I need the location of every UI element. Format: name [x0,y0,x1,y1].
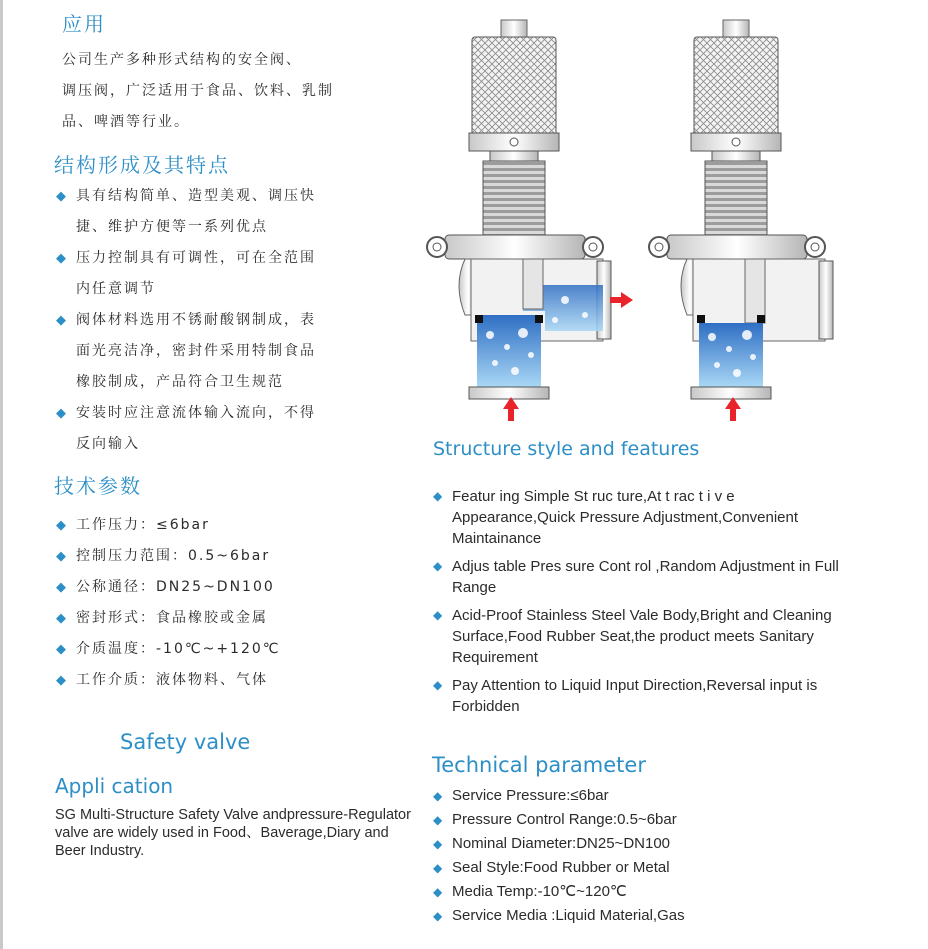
diamond-bullet-icon: ◆ [433,885,443,899]
zh-feature-text: 压力控制具有可调性，可在全范围 内任意调节 [76,250,316,297]
zh-application-text [62,45,334,138]
zh-param-text: 公称通径：DN25~DN100 [76,579,275,595]
diamond-bullet-icon: ◆ [433,678,443,692]
valve-closed-drawing [649,20,833,421]
red-arrow-icon [503,397,519,421]
diamond-bullet-icon: ◆ [433,813,443,827]
zh-feature-item [56,243,376,305]
zh-param-item [56,603,281,634]
en-features-title: Structure style and features [433,438,700,460]
diamond-bullet-icon: ◆ [56,549,68,564]
diamond-bullet-icon: ◆ [433,861,443,875]
page-edge-rule [0,0,3,949]
zh-param-item [56,572,281,603]
en-feature-text: Featur ing Simple St ruc ture,At t rac t i v e Appearance,Quick Pressure Adjustment,Convenient Maintainance [452,488,799,547]
diamond-bullet-icon: ◆ [56,251,68,266]
zh-application-line: 公司生产多种形式结构的安全阀、 [62,52,302,68]
diamond-bullet-icon: ◆ [433,837,443,851]
en-param-text: Pressure Control Range:0.5~6bar [452,811,677,828]
en-param-text: Media Temp:-10℃~120℃ [452,883,627,900]
en-feature-item [433,556,852,598]
en-feature-item [433,486,852,549]
zh-feature-item [56,181,376,243]
zh-param-item [56,541,281,572]
en-features-list [433,486,852,724]
en-param-text: Service Pressure:≤6bar [452,787,609,804]
en-params-title: Technical parameter [432,753,646,777]
en-param-item [433,880,685,904]
diamond-bullet-icon: ◆ [56,673,68,688]
en-param-item [433,904,685,928]
en-param-text: Service Media :Liquid Material,Gas [452,907,685,924]
zh-feature-item [56,398,376,460]
red-arrow-icon [610,292,633,308]
zh-param-text: 控制压力范围：0.5~6bar [76,548,271,564]
en-application-title: Appli cation [55,774,174,798]
en-params-list [433,784,685,928]
diamond-bullet-icon: ◆ [56,580,68,595]
zh-application-line: 调压阀，广泛适用于食品、饮料、乳制 [62,83,334,99]
zh-param-text: 工作介质：液体物料、气体 [76,672,268,688]
en-feature-item [433,675,852,717]
diamond-bullet-icon: ◆ [56,642,68,657]
zh-param-text: 介质温度：-10℃~+120℃ [76,641,281,657]
en-product-title: Safety valve [120,730,251,754]
valve-illustration [415,15,845,430]
diamond-bullet-icon: ◆ [433,608,443,622]
en-feature-text: Pay Attention to Liquid Input Direction,Reversal input is Forbidden [452,677,818,715]
zh-params-list [56,510,281,696]
zh-feature-text: 具有结构简单、造型美观、调压快 捷、维护方便等一系列优点 [76,188,316,235]
red-arrow-icon [725,397,741,421]
diamond-bullet-icon: ◆ [56,518,68,533]
en-feature-text: Acid-Proof Stainless Steel Vale Body,Bright and Cleaning Surface,Food Rubber Seat,the product meets Sanitary Requirement [452,607,832,666]
diamond-bullet-icon: ◆ [56,189,68,204]
diamond-bullet-icon: ◆ [56,611,68,626]
en-param-item [433,856,685,880]
zh-feature-text: 阀体材料选用不锈耐酸钢制成，表 面光亮洁净，密封件采用特制食品 橡胶制成，产品符合卫生规范 [76,312,316,390]
diamond-bullet-icon: ◆ [433,909,443,923]
zh-feature-text: 安装时应注意流体输入流向，不得 反向输入 [76,405,316,452]
zh-param-item [56,634,281,665]
diamond-bullet-icon: ◆ [433,789,443,803]
diamond-bullet-icon: ◆ [56,406,68,421]
zh-param-item [56,665,281,696]
en-application-text: SG Multi-Structure Safety Valve andpressure-Regulator valve are widely used in Food、Baverage,Diary and Beer Industry. [55,807,411,859]
en-param-item [433,832,685,856]
zh-features-title: 结构形成及其特点 [54,153,230,177]
zh-param-text: 工作压力：≤6bar [76,517,210,533]
diamond-bullet-icon: ◆ [56,313,68,328]
zh-param-item [56,510,281,541]
en-feature-item [433,605,852,668]
en-feature-text: Adjus table Pres sure Cont rol ,Random Adjustment in Full Range [452,558,839,596]
en-param-text: Nominal Diameter:DN25~DN100 [452,835,671,852]
diamond-bullet-icon: ◆ [433,559,443,573]
zh-application-title: 应用 [62,12,106,36]
valve-open-drawing [427,20,633,421]
en-param-item [433,808,685,832]
zh-feature-item [56,305,376,398]
en-param-item [433,784,685,808]
zh-param-text: 密封形式：食品橡胶或金属 [76,610,268,626]
zh-features-list [56,181,376,460]
zh-params-title: 技术参数 [54,474,142,498]
diamond-bullet-icon: ◆ [433,489,443,503]
en-param-text: Seal Style:Food Rubber or Metal [452,859,670,876]
zh-application-line: 品、啤酒等行业。 [62,114,190,130]
